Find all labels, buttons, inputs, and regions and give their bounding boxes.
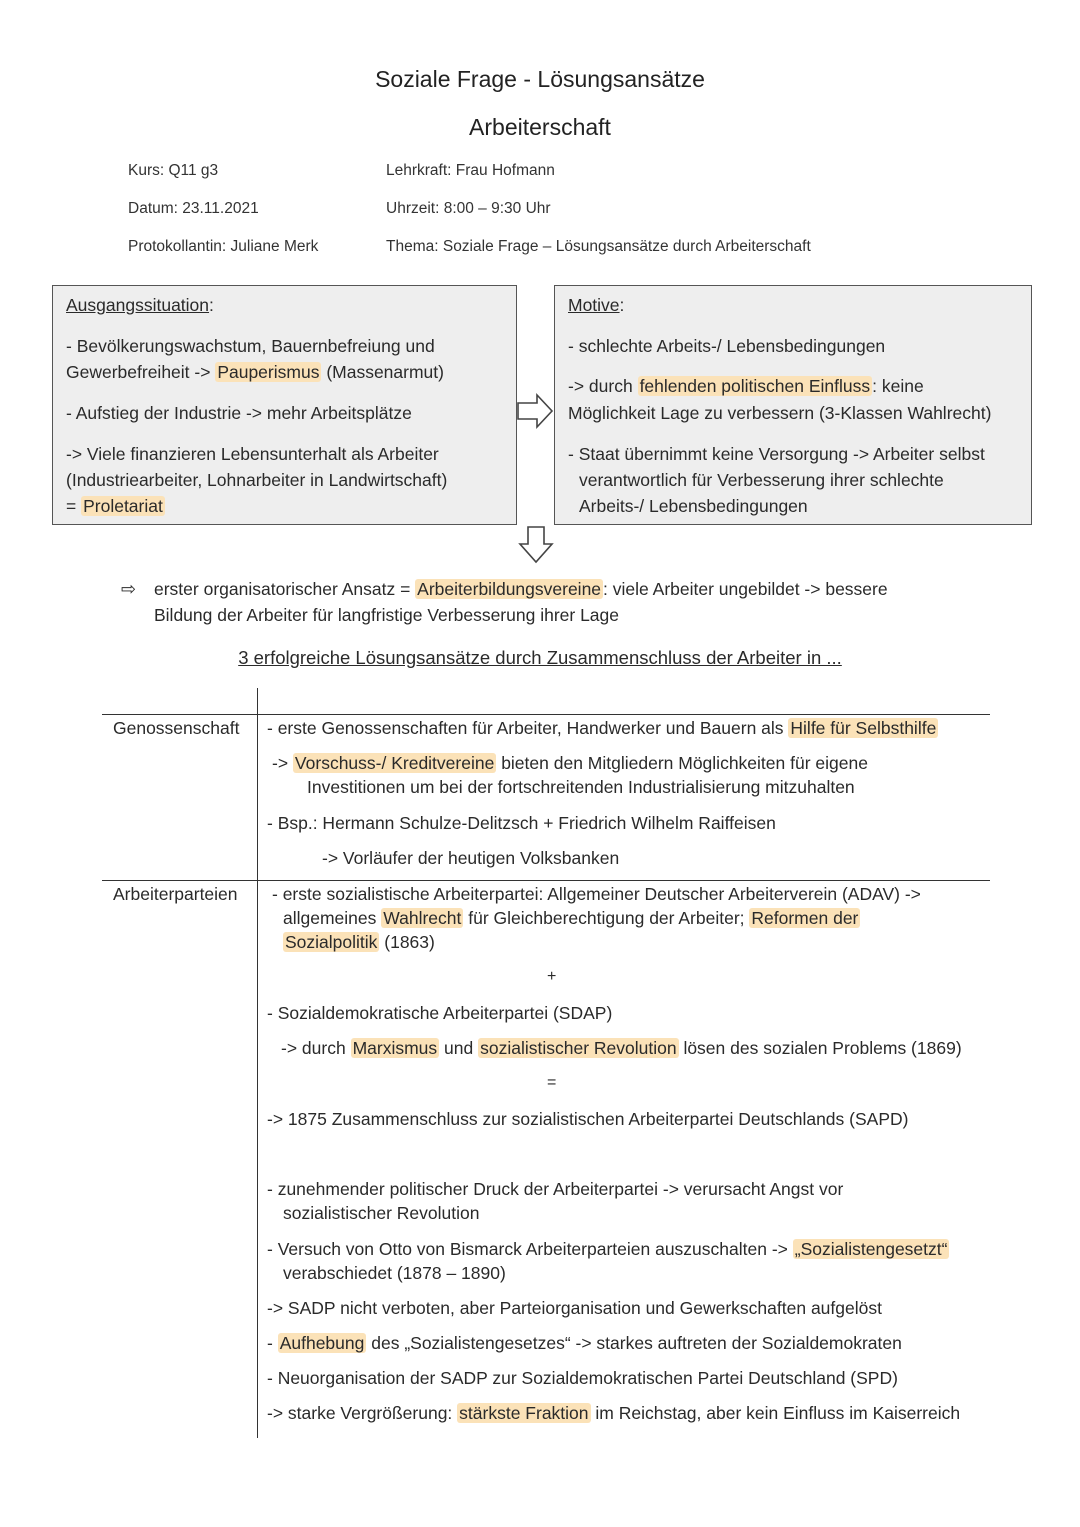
row-label-arbeiterparteien: Arbeiterparteien — [113, 884, 238, 904]
gen-line-5: -> Vorläufer der heutigen Volksbanken — [322, 848, 620, 868]
partei-line-8: sozialistischer Revolution — [283, 1203, 480, 1223]
meta-lehrkraft: Lehrkraft: Frau Hofmann — [386, 162, 555, 179]
meta-thema: Thema: Soziale Frage – Lösungsansätze durch Arbeiterschaft — [386, 238, 811, 255]
motive-box — [554, 285, 1032, 525]
ansatz-line-1: erster organisatorischer Ansatz = Arbeiterbildungsvereine : viele Arbeiter ungebildet -> bessere — [154, 579, 888, 599]
page-subtitle: Arbeiterschaft — [469, 114, 611, 140]
ausgang-line-3: - Aufstieg der Industrie -> mehr Arbeitsplätze — [66, 403, 412, 423]
motive-line-5: verantwortlich für Verbesserung ihrer schlechte — [579, 470, 944, 490]
section-heading: 3 erfolgreiche Lösungsansätze durch Zusammenschluss der Arbeiter in ... — [238, 647, 842, 668]
motive-heading: Motive: — [568, 295, 625, 315]
table-row-divider-1 — [102, 714, 990, 715]
ansatz-arrow-icon: ⇨ — [121, 579, 137, 599]
partei-line-7: - zunehmender politischer Druck der Arbeiterpartei -> verursacht Angst vor — [267, 1179, 844, 1199]
plus-sign: + — [547, 968, 557, 985]
ausgang-line-1: - Bevölkerungswachstum, Bauernbefreiung und — [66, 336, 435, 356]
gen-line-4: - Bsp.: Hermann Schulze-Delitzsch + Friedrich Wilhelm Raiffeisen — [267, 813, 776, 833]
partei-line-12: - Aufhebung des „Sozialistengesetzes“ -> starkes auftreten der Sozialdemokraten — [267, 1333, 902, 1353]
partei-line-1: - erste sozialistische Arbeiterpartei: Allgemeiner Deutscher Arbeiterverein (ADAV) -> — [272, 884, 921, 904]
motive-line-1: - schlechte Arbeits-/ Lebensbedingungen — [568, 336, 886, 356]
page-title: Soziale Frage - Lösungsansätze — [375, 66, 705, 92]
ausgangssituation-box — [52, 285, 517, 525]
meta-protokoll: Protokollantin: Juliane Merk — [128, 238, 319, 255]
partei-line-13: - Neuorganisation der SADP zur Sozialdemokratischen Partei Deutschland (SPD) — [267, 1368, 898, 1388]
ausgang-line-6: = Proletariat — [66, 496, 163, 516]
gen-line-3: Investitionen um bei der fortschreitenden Industrialisierung mitzuhalten — [307, 777, 855, 797]
meta-datum: Datum: 23.11.2021 — [128, 200, 259, 217]
down-arrow-icon — [517, 524, 555, 566]
gen-line-2: -> Vorschuss-/ Kreditvereine bieten den Mitgliedern Möglichkeiten für eigene — [272, 753, 868, 773]
partei-line-10: verabschiedet (1878 – 1890) — [283, 1263, 506, 1283]
table-vertical-divider — [257, 688, 258, 1438]
partei-line-9: - Versuch von Otto von Bismarck Arbeiterparteien auszuschalten -> „Sozialistengesetzt“ — [267, 1239, 948, 1259]
partei-line-11: -> SADP nicht verboten, aber Parteiorganisation und Gewerkschaften aufgelöst — [267, 1298, 882, 1318]
ausgang-line-2: Gewerbefreiheit -> Pauperismus (Massenarmut) — [66, 362, 444, 382]
table-row-divider-2 — [102, 880, 990, 881]
row-label-genossenschaft: Genossenschaft — [113, 718, 240, 738]
motive-line-4: - Staat übernimmt keine Versorgung -> Arbeiter selbst — [568, 444, 985, 464]
partei-line-5: -> durch Marxismus und sozialistischer Revolution lösen des sozialen Problems (1869) — [281, 1038, 962, 1058]
partei-line-3: Sozialpolitik (1863) — [285, 932, 435, 952]
meta-kurs: Kurs: Q11 g3 — [128, 162, 219, 179]
ansatz-line-2: Bildung der Arbeiter für langfristige Verbesserung ihrer Lage — [154, 605, 619, 625]
motive-line-2: -> durch fehlenden politischen Einfluss : keine — [568, 376, 924, 396]
ausgang-line-5: (Industriearbeiter, Lohnarbeiter in Landwirtschaft) — [66, 470, 448, 490]
partei-line-6: -> 1875 Zusammenschluss zur sozialistischen Arbeiterpartei Deutschlands (SAPD) — [267, 1109, 909, 1129]
gen-line-1: - erste Genossenschaften für Arbeiter, Handwerker und Bauern als Hilfe für Selbsthilfe — [267, 718, 937, 738]
right-arrow-icon — [515, 392, 555, 430]
meta-uhrzeit: Uhrzeit: 8:00 – 9:30 Uhr — [386, 200, 551, 217]
motive-line-3: Möglichkeit Lage zu verbessern (3-Klassen Wahlrecht) — [568, 403, 992, 423]
ausgang-line-4: -> Viele finanzieren Lebensunterhalt als Arbeiter — [66, 444, 439, 464]
partei-line-4: - Sozialdemokratische Arbeiterpartei (SDAP) — [267, 1003, 613, 1023]
ausgang-heading: Ausgangssituation: — [66, 295, 214, 315]
partei-line-2: allgemeines Wahlrecht für Gleichberechtigung der Arbeiter; Reformen der — [283, 908, 859, 928]
equals-sign: = — [547, 1074, 557, 1091]
motive-line-6: Arbeits-/ Lebensbedingungen — [579, 496, 808, 516]
partei-line-14: -> starke Vergrößerung: stärkste Fraktion im Reichstag, aber kein Einfluss im Kaiserreich — [267, 1403, 961, 1423]
